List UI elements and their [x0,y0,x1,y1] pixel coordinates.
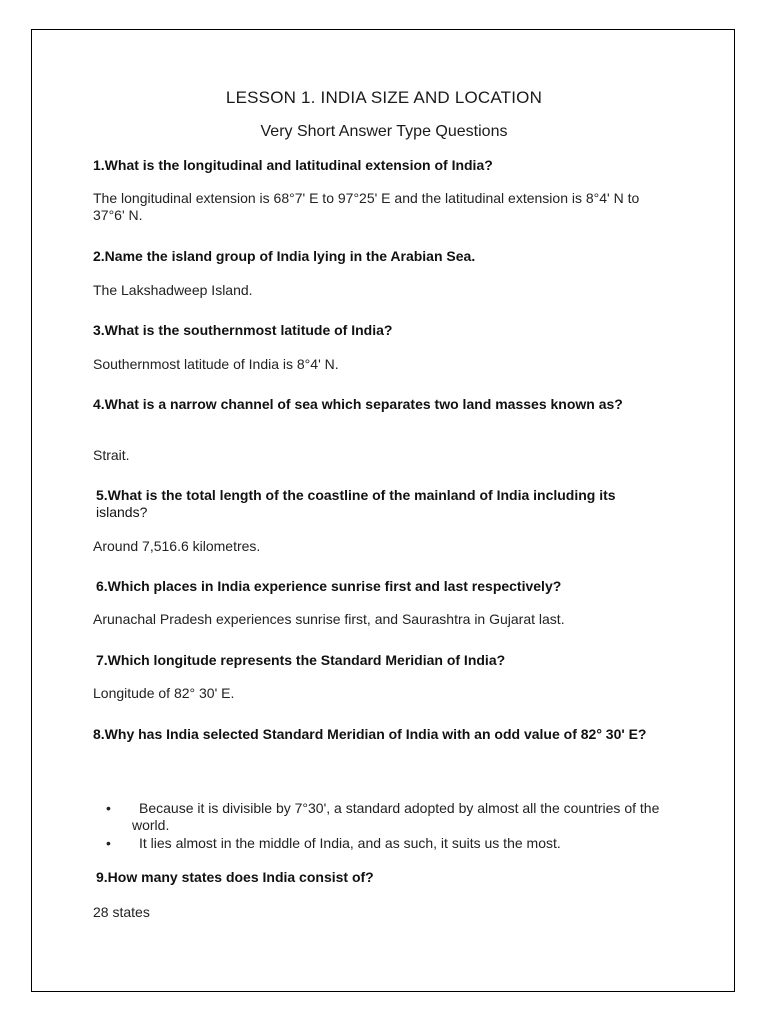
question-9: 9.How many states does India consist of? [96,869,374,885]
answer-5: Around 7,516.6 kilometres. [93,538,261,554]
question-6: 6.Which places in India experience sunrise first and last respectively? [96,578,562,594]
answer-7: Longitude of 82° 30' E. [93,685,235,701]
bullet-text: It lies almost in the middle of India, and as such, it suits us the most. [139,835,561,851]
answer-6: Arunachal Pradesh experiences sunrise first, and Saurashtra in Gujarat last. [93,611,565,627]
question-1: 1.What is the longitudinal and latitudinal extension of India? [93,157,493,173]
bullet-icon: • [106,835,111,851]
question-5-continuation: islands? [96,504,148,520]
question-4: 4.What is a narrow channel of sea which separates two land masses known as? [93,396,623,412]
answer-4: Strait. [93,447,130,463]
answer-3: Southernmost latitude of India is 8°4' N. [93,356,339,372]
section-subtitle: Very Short Answer Type Questions [260,123,508,140]
bullet-text: Because it is divisible by 7°30', a standard adopted by almost all the countries of the world. [132,800,660,833]
answer-8-bullet-list [100,800,690,853]
bullet-item [100,800,690,834]
answer-1: The longitudinal extension is 68°7' E to 97°25' E and the latitudinal extension is 8°4' N to 37°6' N. [93,190,640,223]
question-7: 7.Which longitude represents the Standard Meridian of India? [96,652,506,668]
question-8: 8.Why has India selected Standard Meridian of India with an odd value of 82° 30' E? [93,726,647,742]
question-3: 3.What is the southernmost latitude of India? [93,322,393,338]
bullet-item [100,835,690,852]
bullet-icon: • [106,800,111,816]
lesson-title: LESSON 1. INDIA SIZE AND LOCATION [225,88,543,107]
question-5 [96,487,696,521]
question-5-text: 5.What is the total length of the coastline of the mainland of India including its [96,487,616,503]
answer-2: The Lakshadweep Island. [93,282,253,298]
question-2: 2.Name the island group of India lying in the Arabian Sea. [93,248,476,264]
answer-9: 28 states [93,904,150,920]
